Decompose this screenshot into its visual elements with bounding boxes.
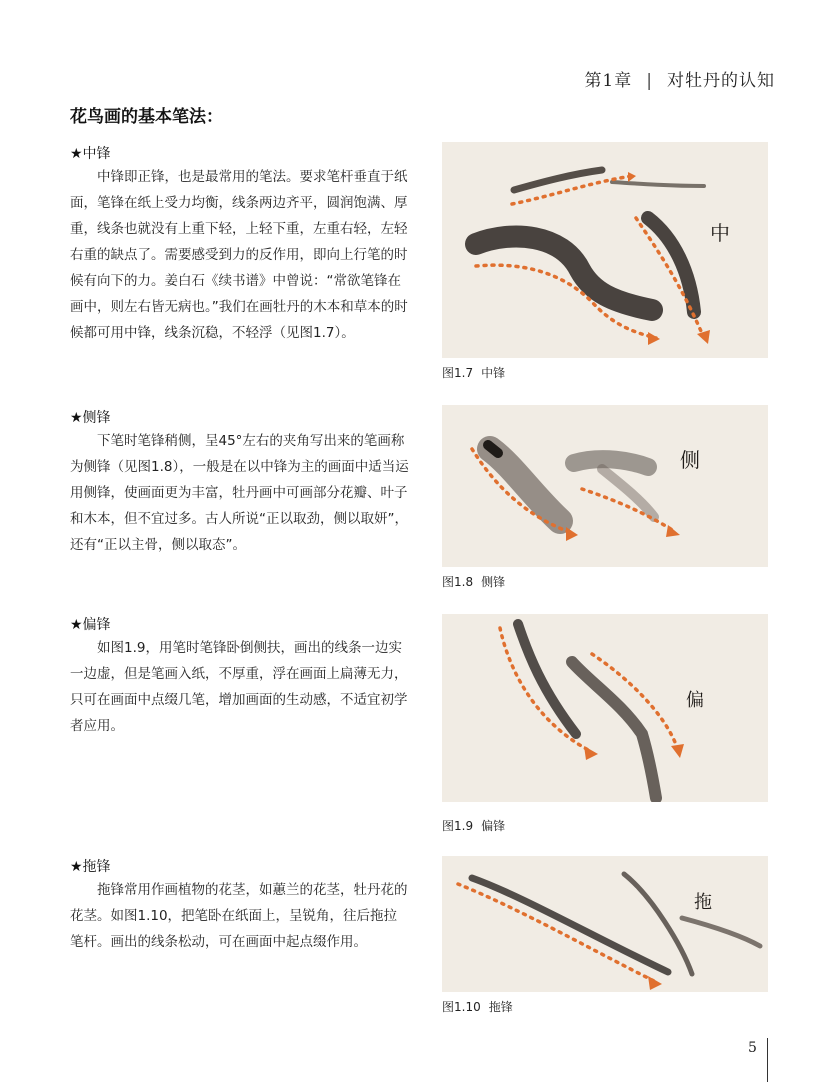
figure-1-10: [442, 856, 768, 992]
figure-1-7: [442, 142, 768, 358]
page-number-rule: [767, 1038, 768, 1082]
caption-1-10: [442, 998, 513, 1015]
heading-pianfeng: ★偏锋: [70, 617, 111, 633]
section-title: 花鸟画的基本笔法：: [70, 107, 223, 127]
caption-1-8: [442, 573, 505, 590]
chapter-title: 对牡丹的认知: [667, 71, 775, 91]
paragraph-tuofeng: 拖锋常用作画植物的花茎，如蕙兰的花茎，牡丹花的花茎。如图1.10，把笔卧在纸面上，呈锐角，往后拖拉笔杆。画出的线条松动，可在画面中起点缀作用。: [70, 882, 408, 950]
paragraph-pianfeng: 如图1.9，用笔时笔锋卧倒侧扶，画出的线条一边实一边虚，但是笔画入纸，不厚重，浮在画面上扁薄无力，只可在画面中点缀几笔，增加画面的生动感，不适宜初学者应用。: [70, 640, 408, 734]
figure-1-8: [442, 405, 768, 567]
chapter-label: 第1章: [584, 71, 633, 91]
paragraph-cefeng: 下笔时笔锋稍侧，呈45°左右的夹角写出来的笔画称为侧锋（见图1.8），一般是在以中锋为主的画面中适当运用侧锋，使画面更为丰富，牡丹画中可画部分花瓣、叶子和木本，但不宜过多。古人所说“正以取劲，侧以取妍”，还有“正以主骨，侧以取态”。: [70, 433, 409, 553]
figure-1-8-brush-char: 侧: [680, 448, 700, 472]
figure-1-10-brush-char: 拖: [694, 892, 712, 913]
caption-1-9: [442, 817, 505, 834]
figure-1-9: [442, 614, 768, 802]
running-header: [584, 66, 775, 91]
caption-1-9-title: 偏锋: [481, 819, 506, 833]
caption-1-7-title: 中锋: [481, 366, 506, 380]
figure-1-9-art: [442, 614, 768, 802]
heading-tuofeng: ★拖锋: [70, 859, 111, 875]
heading-cefeng: ★侧锋: [70, 410, 111, 426]
caption-1-8-number: 图1.8: [442, 575, 474, 589]
caption-1-9-number: 图1.9: [442, 819, 474, 833]
page-number: 5: [748, 1040, 757, 1056]
paragraph-zhongfeng: 中锋即正锋，也是最常用的笔法。要求笔杆垂直于纸面，笔锋在纸上受力均衡，线条两边齐平，圆润饱满、厚重，线条也就没有上重下轻，上轻下重，左重右轻，左轻右重的缺点了。需要感受到力的反作用，即向上行笔的时候有向下的力。姜白石《续书谱》中曾说：“常欲笔锋在画中，则左右皆无病也。”我们在画牡丹的木本和草本的时候都可用中锋，线条沉稳，不轻浮（见图1.7）。: [70, 169, 408, 341]
caption-1-7-number: 图1.7: [442, 366, 474, 380]
heading-zhongfeng: ★中锋: [70, 146, 111, 162]
caption-1-8-title: 侧锋: [481, 575, 506, 589]
figure-1-7-brush-char: 中: [710, 221, 730, 245]
figure-1-7-art: [442, 142, 768, 358]
figure-1-8-art: [442, 405, 768, 567]
figure-1-10-art: [442, 856, 768, 992]
caption-1-10-title: 拖锋: [488, 1000, 513, 1014]
caption-1-10-number: 图1.10: [442, 1000, 481, 1014]
figure-1-9-brush-char: 偏: [686, 690, 704, 711]
header-separator: |: [646, 71, 653, 91]
caption-1-7: [442, 364, 505, 381]
